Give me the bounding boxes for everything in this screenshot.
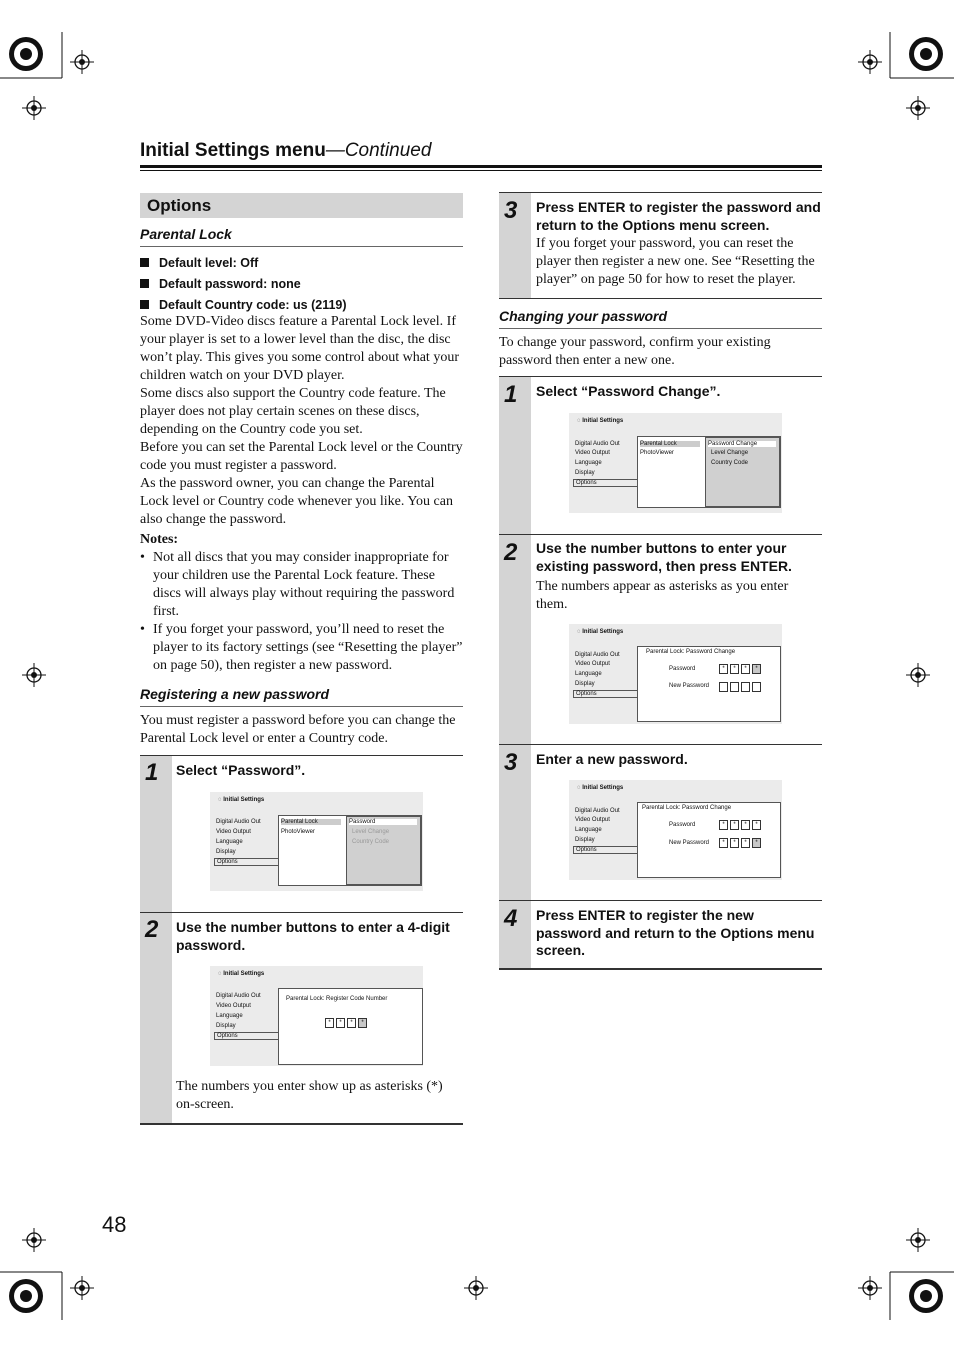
osd-screen: ◌ Initial Settings Digital Audio Out Video Output Language Display Options Parental Lock: Password Change Password New Password * * * * [569, 624, 782, 724]
default-item: Default level: Off [140, 256, 258, 270]
notes-title: Notes: [140, 532, 179, 547]
step-bar [140, 913, 172, 1123]
step-number: 2 [504, 539, 518, 566]
divider [499, 298, 822, 299]
step-number: 3 [504, 749, 518, 776]
step-title: Press ENTER to register the new password and return to the Options menu screen. [536, 907, 815, 958]
changing-heading: Changing your password [499, 308, 668, 324]
divider [499, 192, 822, 193]
divider [499, 376, 822, 377]
changing-intro: To change your password, confirm your existing password then enter a new one. [499, 335, 771, 368]
divider [499, 744, 822, 745]
divider [499, 534, 822, 535]
header-rule [140, 165, 822, 168]
divider [140, 755, 463, 756]
step-title: Use the number buttons to enter your existing password, then press ENTER. [536, 540, 792, 574]
divider [499, 968, 822, 970]
header-continued: —Continued [325, 140, 432, 161]
registering-heading: Registering a new password [140, 686, 330, 702]
step-title: Select “Password”. [176, 762, 306, 778]
step-note: The numbers you enter show up as asterisks (*) on-screen. [176, 1079, 443, 1112]
divider [499, 900, 822, 901]
divider [140, 246, 463, 247]
divider [499, 328, 822, 329]
parental-lock-heading: Parental Lock [140, 226, 232, 242]
osd-screen: ◌ Initial Settings Digital Audio Out Video Output Language Display Options Parental Lock: Password Change Password New Password * * * * * * * * [569, 780, 782, 880]
registering-intro: You must register a password before you can change the Parental Lock level or enter a Country code. [140, 713, 456, 746]
step-body: The numbers appear as asterisks as you enter them. [536, 579, 789, 612]
step-title: Press ENTER to register the password and return to the Options menu screen. [536, 199, 821, 233]
step-number: 4 [504, 905, 518, 932]
divider [140, 706, 463, 707]
divider [140, 912, 463, 913]
step-number: 3 [504, 197, 518, 224]
page-header [140, 140, 431, 162]
osd-screen: ◌ Initial Settings Digital Audio Out Video Output Language Display Options Parental Lock PhotoViewer Password Level Change Country Code [210, 792, 423, 891]
step-title: Use the number buttons to enter a 4-digit password. [176, 919, 450, 953]
header-title: Initial Settings menu [140, 140, 326, 161]
intro-text: Some DVD-Video discs feature a Parental Lock level. If your player is set to a lower level than the disc, the disc won’t play. This gives you some control about what your children watch on your DVD player. Some discs also support the Country code feature. The player does not play certain scenes on these discs, depending on the Country code you set. Before you can set the Parental Lock level or the Country code you must register a password. As the password owner, you can change the Parental Lock level or Country code whenever you like. You can also change the password. Notes: • Not all discs that you may consider inappropriate for your children use the Parental Lock feature. These discs will always play without requiring the password first. • If you forget your password, you’ll need to reset the player to its factory settings (see “Resetting the player” on page 50), then register a new password. [140, 314, 463, 673]
divider [140, 1123, 463, 1125]
step-number: 2 [145, 916, 159, 943]
default-item: Default password: none [140, 277, 301, 291]
step-body: If you forget your password, you can reset the player then register a new one. See “Resetting the player” on page 50 for how to reset the player. [536, 236, 815, 287]
page-number: 48 [102, 1212, 127, 1237]
step-title: Enter a new password. [536, 751, 688, 767]
step-title: Select “Password Change”. [536, 383, 721, 399]
default-item: Default Country code: us (2119) [140, 298, 347, 312]
header-rule-thin [140, 170, 822, 171]
options-title: Options [147, 196, 212, 215]
step-number: 1 [504, 381, 518, 408]
options-section-header [140, 193, 463, 218]
step-number: 1 [145, 759, 159, 786]
osd-screen: ◌ Initial Settings Digital Audio Out Video Output Language Display Options Parental Lock PhotoViewer Password Change Level Change Country Code [569, 413, 782, 513]
osd-screen: ◌ Initial Settings Digital Audio Out Video Output Language Display Options Parental Lock: Register Code Number * * * * [210, 966, 423, 1066]
